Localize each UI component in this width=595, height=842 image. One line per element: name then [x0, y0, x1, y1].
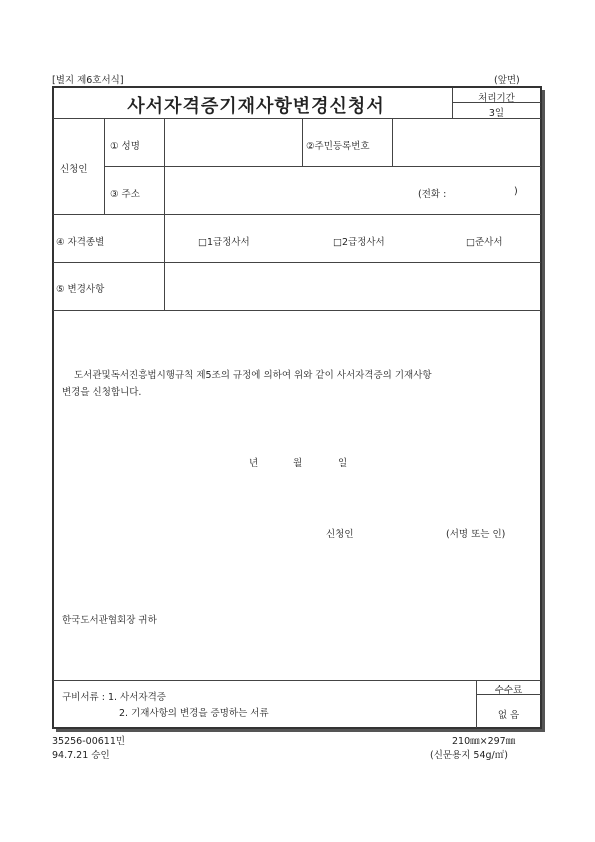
divider [53, 118, 541, 119]
form-code: 35256-00611민 [52, 736, 126, 747]
divider [164, 118, 165, 310]
divider [53, 214, 541, 215]
signature-label: 신청인 [326, 529, 354, 540]
date-year: 년 [249, 458, 259, 469]
rrn-label: ②주민등록번호 [306, 141, 370, 152]
frame-shadow-bottom [56, 729, 545, 732]
paper-size: 210㎜×297㎜ [452, 736, 516, 747]
divider [104, 118, 105, 214]
paper-type: (신문용지 54g/㎡) [430, 750, 508, 761]
changes-label: ⑤ 변경사항 [56, 284, 105, 295]
date-day: 일 [338, 458, 348, 469]
form-frame [52, 86, 542, 729]
date-month: 월 [293, 458, 303, 469]
divider [53, 262, 541, 263]
frame-shadow-right [542, 90, 545, 731]
required-documents-label: 구비서류 : 1. 사서자격증 [62, 692, 166, 703]
divider [104, 166, 541, 167]
name-label: ① 성명 [110, 141, 140, 152]
license-option-grade2[interactable]: □2급정사서 [333, 237, 385, 248]
divider [53, 310, 541, 311]
form-number: [별지 제6호서식] [52, 75, 124, 86]
required-document-2: 2. 기재사항의 변경을 증명하는 서류 [119, 708, 269, 719]
license-option-associate[interactable]: □준사서 [466, 237, 503, 248]
fee-label: 수수료 [494, 685, 523, 696]
fee-value: 없 음 [497, 710, 520, 721]
address-label: ③ 주소 [110, 189, 140, 200]
divider [53, 680, 541, 681]
statement-line-1: 도서관및독서진흥법시행규칙 제5조의 규정에 의하여 위와 같이 사서자격증의 기재사항 [74, 370, 432, 381]
divider [302, 118, 303, 166]
applicant-section-label: 신청인 [60, 164, 88, 175]
license-type-label: ④ 자격종별 [56, 237, 105, 248]
processing-period-value: 3일 [488, 108, 505, 119]
divider [392, 118, 393, 166]
page-side-label: (앞면) [494, 75, 520, 86]
phone-label: (전화 : [418, 189, 447, 200]
statement-line-2: 변경을 신청합니다. [62, 387, 142, 398]
form-title: 사서자격증기재사항변경신청서 [127, 96, 385, 117]
signature-note: (서명 또는 인) [446, 529, 506, 540]
license-option-grade1[interactable]: □1급정사서 [198, 237, 250, 248]
processing-period-label: 처리기간 [478, 93, 515, 104]
approval-date: 94.7.21 승인 [52, 750, 110, 761]
addressee: 한국도서관협회장 귀하 [62, 615, 157, 626]
phone-close-paren: ) [514, 186, 518, 197]
